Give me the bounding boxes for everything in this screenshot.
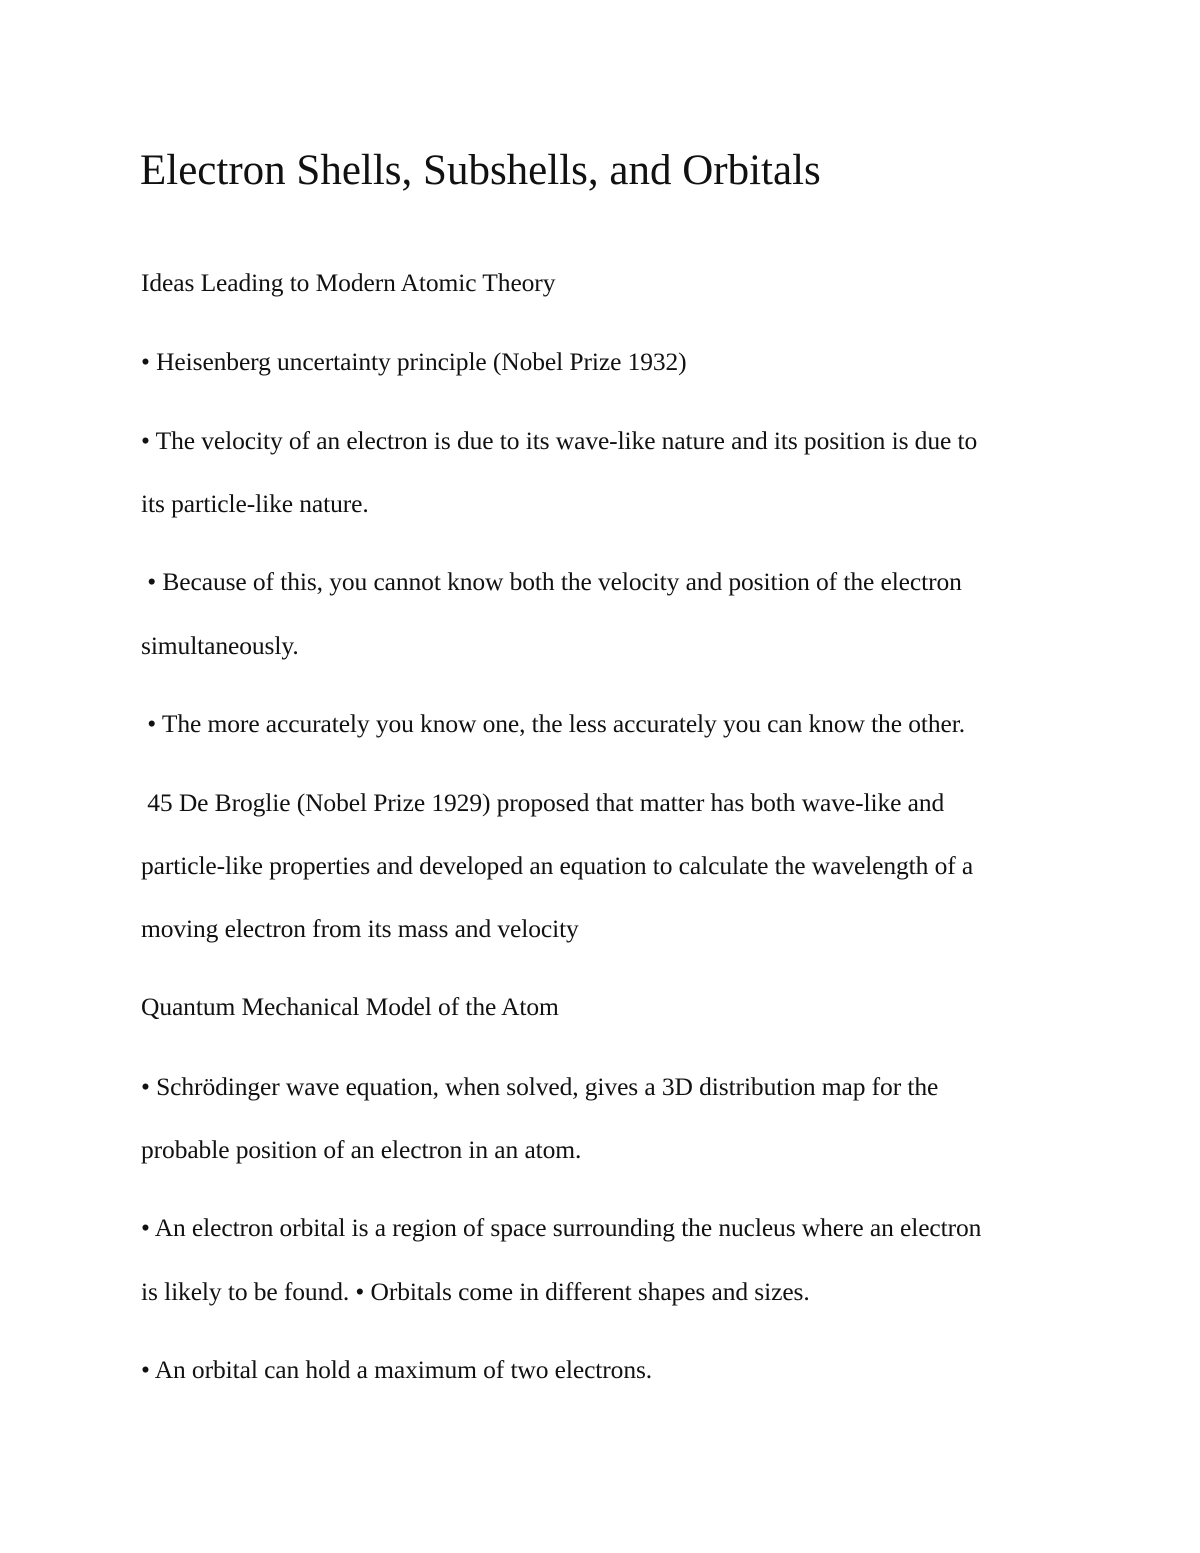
bullet-orbital-region-line-1: • An electron orbital is a region of space surrounding the nucleus where an electron (141, 1213, 982, 1242)
bullet-accuracy: • The more accurately you know one, the less accurately you can know the other. (141, 709, 965, 738)
bullet-velocity-line-2: its particle-like nature. (141, 489, 369, 518)
paragraph-de-broglie-line-2: particle-like properties and developed an equation to calculate the wavelength of a (141, 851, 974, 880)
bullet-velocity-line-1: • The velocity of an electron is due to its wave-like nature and its position is due to (141, 426, 978, 455)
document-title: Electron Shells, Subshells, and Orbitals (140, 147, 821, 194)
section-heading-atomic-theory: Ideas Leading to Modern Atomic Theory (141, 268, 556, 297)
section-heading-quantum-model: Quantum Mechanical Model of the Atom (141, 992, 559, 1021)
bullet-because-line-2: simultaneously. (141, 631, 299, 660)
bullet-orbital-capacity: • An orbital can hold a maximum of two electrons. (141, 1355, 653, 1384)
paragraph-de-broglie-line-1: 45 De Broglie (Nobel Prize 1929) proposed that matter has both wave-like and (141, 788, 945, 817)
bullet-heisenberg: • Heisenberg uncertainty principle (Nobel Prize 1932) (141, 347, 687, 376)
bullet-because-line-1: • Because of this, you cannot know both the velocity and position of the electron (141, 567, 962, 596)
bullet-schrodinger-line-1: • Schrödinger wave equation, when solved, gives a 3D distribution map for the (141, 1072, 939, 1101)
bullet-schrodinger-line-2: probable position of an electron in an atom. (141, 1135, 582, 1164)
bullet-orbital-region-line-2: is likely to be found. • Orbitals come in different shapes and sizes. (141, 1277, 810, 1306)
paragraph-de-broglie-line-3: moving electron from its mass and velocity (141, 914, 579, 943)
